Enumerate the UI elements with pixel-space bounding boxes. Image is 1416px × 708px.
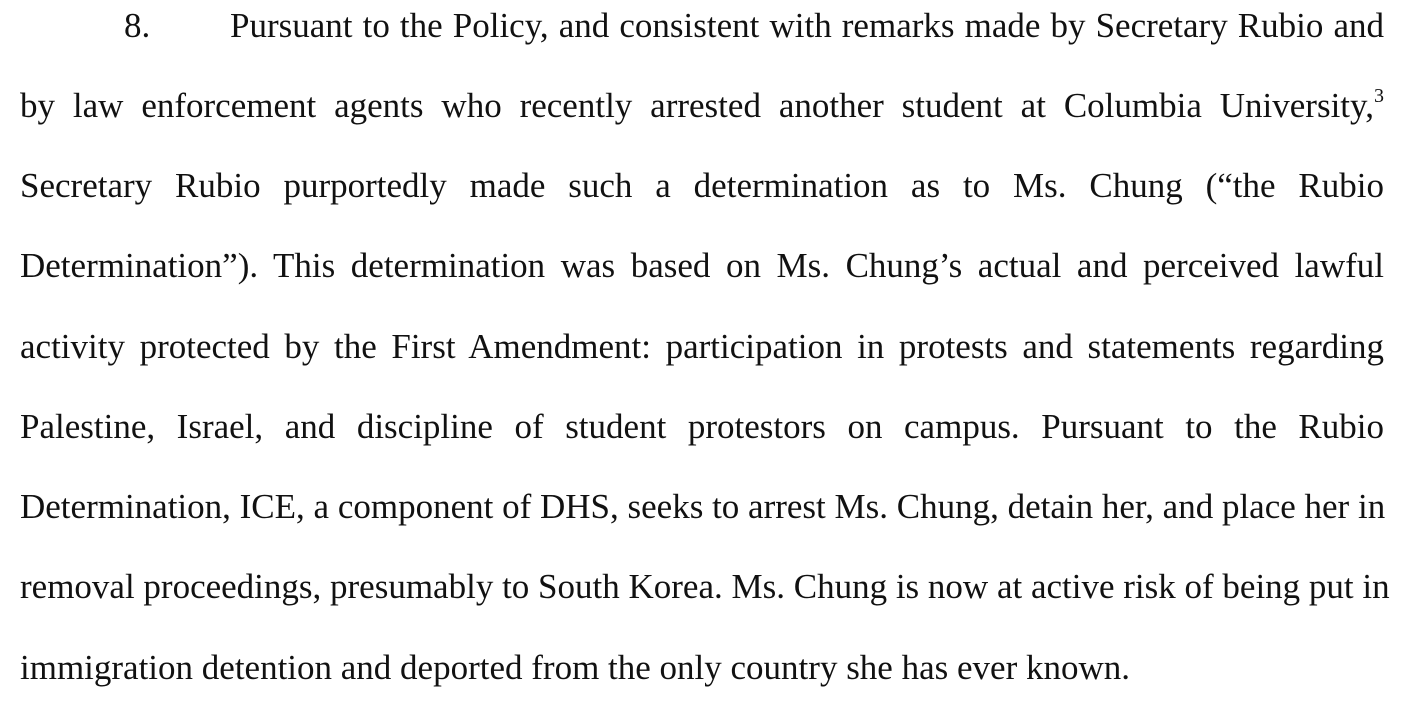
- paragraph-line-3: Secretary Rubio purportedly made such a determination as to Ms. Chung (“the Rubio: [20, 166, 1384, 205]
- paragraph-line-7: Determination, ICE, a component of DHS, seeks to arrest Ms. Chung, detain her, and place her in: [20, 487, 1386, 526]
- paragraph-line-1: Pursuant to the Policy, and consistent with remarks made by Secretary Rubio and: [230, 6, 1384, 45]
- paragraph-line-5: activity protected by the First Amendment: participation in protests and statements regarding: [20, 327, 1384, 366]
- paragraph-line-9: immigration detention and deported from the only country she has ever known.: [20, 648, 1131, 687]
- paragraph-line-8: removal proceedings, presumably to South Korea. Ms. Chung is now at active risk of being put in: [20, 567, 1390, 606]
- footnote-reference[interactable]: 3: [1374, 85, 1384, 107]
- paragraph-line-2-text: by law enforcement agents who recently arrested another student at Columbia University,: [20, 86, 1374, 125]
- paragraph-line-2: [20, 80, 1384, 132]
- paragraph-line-6: Palestine, Israel, and discipline of student protestors on campus. Pursuant to the Rubio: [20, 407, 1384, 446]
- paragraph-line-4: Determination”). This determination was based on Ms. Chung’s actual and perceived lawful: [20, 246, 1384, 285]
- paragraph-number: 8.: [124, 6, 151, 45]
